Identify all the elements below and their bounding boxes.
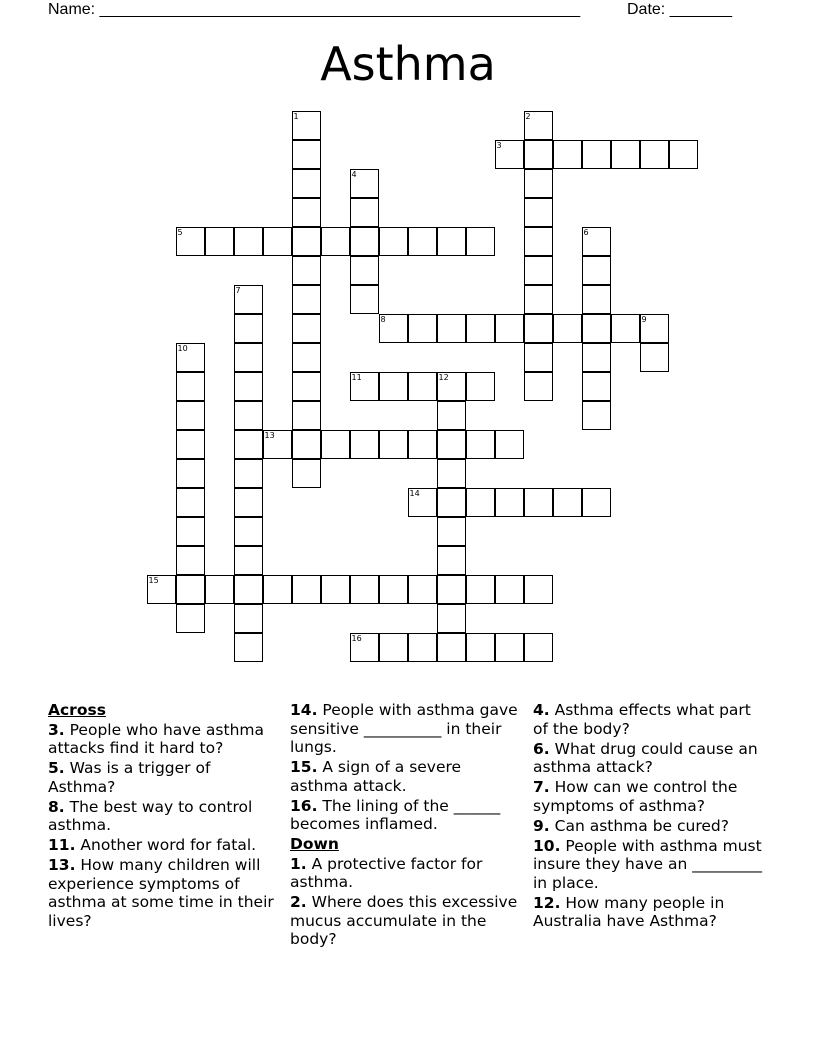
grid-cell[interactable] <box>582 314 611 343</box>
grid-cell[interactable] <box>466 372 495 401</box>
clue-number-label: 10 <box>177 343 188 353</box>
grid-cell[interactable] <box>350 285 379 314</box>
clue-number: 9. <box>533 816 550 835</box>
clue-text: The best way to control asthma. <box>48 797 253 834</box>
grid-cell[interactable] <box>292 227 321 256</box>
clue-text: Can asthma be cured? <box>554 816 729 835</box>
grid-cell[interactable] <box>205 227 234 256</box>
grid-cell[interactable] <box>553 140 582 169</box>
clue-across-14 <box>290 701 522 757</box>
down-heading: Down <box>290 835 339 853</box>
grid-cell[interactable] <box>524 488 553 517</box>
clue-text: The lining of the ______ becomes inflamed. <box>290 796 501 833</box>
grid-cell[interactable] <box>640 140 669 169</box>
clue-number-label: 8 <box>380 314 386 324</box>
grid-cell[interactable] <box>466 575 495 604</box>
clue-number: 5. <box>48 759 65 777</box>
clue-number-label: 12 <box>438 372 449 382</box>
grid-cell[interactable] <box>466 314 495 343</box>
grid-cell[interactable] <box>263 227 292 256</box>
grid-cell[interactable] <box>176 372 205 401</box>
grid-cell[interactable] <box>234 546 263 575</box>
grid-cell[interactable] <box>495 575 524 604</box>
clues-column-3 <box>533 701 765 932</box>
grid-cell[interactable] <box>466 488 495 517</box>
clue-number: 10. <box>533 836 561 855</box>
grid-cell[interactable] <box>582 401 611 430</box>
grid-cell[interactable] <box>582 343 611 372</box>
grid-cell[interactable] <box>553 488 582 517</box>
clue-across-11 <box>48 836 280 855</box>
clue-number: 11. <box>48 836 76 854</box>
grid-cell[interactable] <box>437 546 466 575</box>
clue-text: People who have asthma attacks find it hard to? <box>48 720 264 757</box>
grid-cell[interactable] <box>466 633 495 662</box>
clue-text: People with asthma gave sensitive __________ in their lungs. <box>290 701 518 756</box>
grid-cell[interactable] <box>321 430 350 459</box>
grid-cell[interactable] <box>176 459 205 488</box>
clues-column-1 <box>48 701 280 932</box>
clue-text: How can we control the symptoms of asthma? <box>533 778 738 815</box>
grid-cell[interactable] <box>234 604 263 633</box>
grid-cell[interactable] <box>437 517 466 546</box>
clue-text: Asthma effects what part of the body? <box>533 701 751 738</box>
grid-cell[interactable] <box>640 343 669 372</box>
grid-cell[interactable] <box>437 604 466 633</box>
grid-cell[interactable] <box>524 575 553 604</box>
grid-cell[interactable] <box>379 227 408 256</box>
grid-cell[interactable] <box>553 314 582 343</box>
grid-cell[interactable] <box>582 140 611 169</box>
grid-cell[interactable] <box>408 633 437 662</box>
clue-number-label: 13 <box>264 430 275 440</box>
clue-number-label: 4 <box>351 169 357 179</box>
grid-cell[interactable] <box>524 256 553 285</box>
grid-cell[interactable] <box>350 430 379 459</box>
clue-number: 13. <box>48 856 76 874</box>
grid-cell[interactable] <box>437 575 466 604</box>
grid-cell[interactable] <box>292 198 321 227</box>
name-field[interactable]: Name: ______________________________________________________ <box>48 1 581 18</box>
grid-cell[interactable] <box>379 575 408 604</box>
grid-cell[interactable] <box>234 459 263 488</box>
grid-cell[interactable] <box>205 575 234 604</box>
grid-cell[interactable] <box>292 401 321 430</box>
grid-cell[interactable] <box>495 488 524 517</box>
clue-text: Where does this excessive mucus accumulate in the body? <box>290 893 518 948</box>
clue-down-9 <box>533 817 765 836</box>
clue-number-label: 16 <box>351 633 362 643</box>
grid-cell[interactable] <box>350 575 379 604</box>
puzzle-title: Asthma <box>320 37 496 91</box>
clue-across-13 <box>48 856 280 930</box>
grid-cell[interactable] <box>408 227 437 256</box>
grid-cell[interactable] <box>669 140 698 169</box>
clue-down-7 <box>533 778 765 815</box>
grid-cell[interactable] <box>582 285 611 314</box>
grid-cell[interactable] <box>350 198 379 227</box>
clue-number-label: 5 <box>177 227 183 237</box>
clue-text: Was is a trigger of Asthma? <box>48 759 211 796</box>
clue-down-1 <box>290 855 522 892</box>
grid-cell[interactable] <box>524 372 553 401</box>
grid-cell[interactable] <box>234 517 263 546</box>
grid-cell[interactable] <box>176 575 205 604</box>
grid-cell[interactable] <box>292 343 321 372</box>
clue-down-12 <box>533 894 765 931</box>
clue-number: 14. <box>290 701 318 719</box>
grid-cell[interactable] <box>408 575 437 604</box>
clue-number: 3. <box>48 720 65 739</box>
clue-number: 12. <box>533 893 561 912</box>
clue-text: A protective factor for asthma. <box>290 854 483 891</box>
grid-cell[interactable] <box>234 227 263 256</box>
grid-cell[interactable] <box>524 227 553 256</box>
grid-cell[interactable] <box>176 430 205 459</box>
clue-text: How many children will experience symptoms of asthma at some time in their lives? <box>48 856 274 930</box>
grid-cell[interactable] <box>292 372 321 401</box>
grid-cell[interactable] <box>524 314 553 343</box>
clue-across-16 <box>290 797 522 834</box>
grid-cell[interactable] <box>263 575 292 604</box>
grid-cell[interactable] <box>234 343 263 372</box>
grid-cell[interactable] <box>437 633 466 662</box>
grid-cell[interactable] <box>350 227 379 256</box>
grid-cell[interactable] <box>437 227 466 256</box>
clue-down-4 <box>533 701 765 738</box>
clue-number: 7. <box>533 778 550 796</box>
grid-cell[interactable] <box>234 575 263 604</box>
clue-number: 8. <box>48 797 65 816</box>
clue-number: 16. <box>290 796 318 815</box>
grid-cell[interactable] <box>234 633 263 662</box>
grid-cell[interactable] <box>321 227 350 256</box>
grid-cell[interactable] <box>524 140 553 169</box>
grid-cell[interactable] <box>437 459 466 488</box>
grid-cell[interactable] <box>466 227 495 256</box>
grid-cell[interactable] <box>495 633 524 662</box>
clue-number: 4. <box>533 701 550 719</box>
grid-cell[interactable] <box>437 401 466 430</box>
grid-cell[interactable] <box>524 633 553 662</box>
clue-across-5 <box>48 759 280 796</box>
grid-cell[interactable] <box>350 256 379 285</box>
clue-down-6 <box>533 740 765 777</box>
grid-cell[interactable] <box>524 343 553 372</box>
grid-cell[interactable] <box>176 401 205 430</box>
clue-number-label: 14 <box>409 488 420 498</box>
clue-number: 1. <box>290 854 307 873</box>
grid-cell[interactable] <box>437 430 466 459</box>
grid-cell[interactable] <box>292 430 321 459</box>
grid-cell[interactable] <box>582 488 611 517</box>
grid-cell[interactable] <box>292 459 321 488</box>
clue-across-8 <box>48 798 280 835</box>
grid-cell[interactable] <box>495 314 524 343</box>
grid-cell[interactable] <box>524 198 553 227</box>
clue-text: What drug could cause an asthma attack? <box>533 739 758 776</box>
grid-cell[interactable] <box>234 488 263 517</box>
grid-cell[interactable] <box>292 256 321 285</box>
grid-cell[interactable] <box>611 140 640 169</box>
clue-down-2 <box>290 893 522 949</box>
grid-cell[interactable] <box>379 372 408 401</box>
grid-cell[interactable] <box>379 430 408 459</box>
across-heading: Across <box>48 701 106 719</box>
grid-cell[interactable] <box>437 488 466 517</box>
clue-number: 6. <box>533 739 550 758</box>
grid-cell[interactable] <box>234 401 263 430</box>
grid-cell[interactable] <box>321 575 350 604</box>
grid-cell[interactable] <box>176 546 205 575</box>
grid-cell[interactable] <box>379 633 408 662</box>
clue-number-label: 7 <box>235 285 241 295</box>
clue-number-label: 11 <box>351 372 362 382</box>
clue-number-label: 9 <box>641 314 647 324</box>
clue-text: A sign of a severe asthma attack. <box>290 758 462 795</box>
grid-cell[interactable] <box>582 372 611 401</box>
clue-number-label: 6 <box>583 227 589 237</box>
grid-cell[interactable] <box>524 169 553 198</box>
clue-number-label: 15 <box>148 575 159 585</box>
clue-across-15 <box>290 758 522 795</box>
grid-cell[interactable] <box>292 285 321 314</box>
grid-cell[interactable] <box>292 314 321 343</box>
grid-cell[interactable] <box>437 314 466 343</box>
grid-cell[interactable] <box>408 314 437 343</box>
grid-cell[interactable] <box>176 517 205 546</box>
grid-cell[interactable] <box>611 314 640 343</box>
clue-number-label: 2 <box>525 111 531 121</box>
grid-cell[interactable] <box>292 575 321 604</box>
clue-number: 15. <box>290 758 318 776</box>
clue-down-10 <box>533 837 765 893</box>
grid-cell[interactable] <box>176 604 205 633</box>
date-field[interactable]: Date: _______ <box>627 1 732 18</box>
grid-cell[interactable] <box>234 314 263 343</box>
clue-across-3 <box>48 721 280 758</box>
grid-cell[interactable] <box>292 140 321 169</box>
clue-text: How many people in Australia have Asthma? <box>533 893 725 930</box>
grid-cell[interactable] <box>408 430 437 459</box>
grid-cell[interactable] <box>408 372 437 401</box>
grid-cell[interactable] <box>292 169 321 198</box>
grid-cell[interactable] <box>524 285 553 314</box>
clue-number-label: 3 <box>496 140 502 150</box>
grid-cell[interactable] <box>495 430 524 459</box>
grid-cell[interactable] <box>234 372 263 401</box>
clue-text: Another word for fatal. <box>80 836 257 854</box>
clues-column-2 <box>290 701 522 950</box>
grid-cell[interactable] <box>176 488 205 517</box>
grid-cell[interactable] <box>582 256 611 285</box>
grid-cell[interactable] <box>466 430 495 459</box>
grid-cell[interactable] <box>234 430 263 459</box>
clue-number-label: 1 <box>293 111 299 121</box>
clue-number: 2. <box>290 893 307 911</box>
clue-text: People with asthma must insure they have an _________ in place. <box>533 836 763 892</box>
